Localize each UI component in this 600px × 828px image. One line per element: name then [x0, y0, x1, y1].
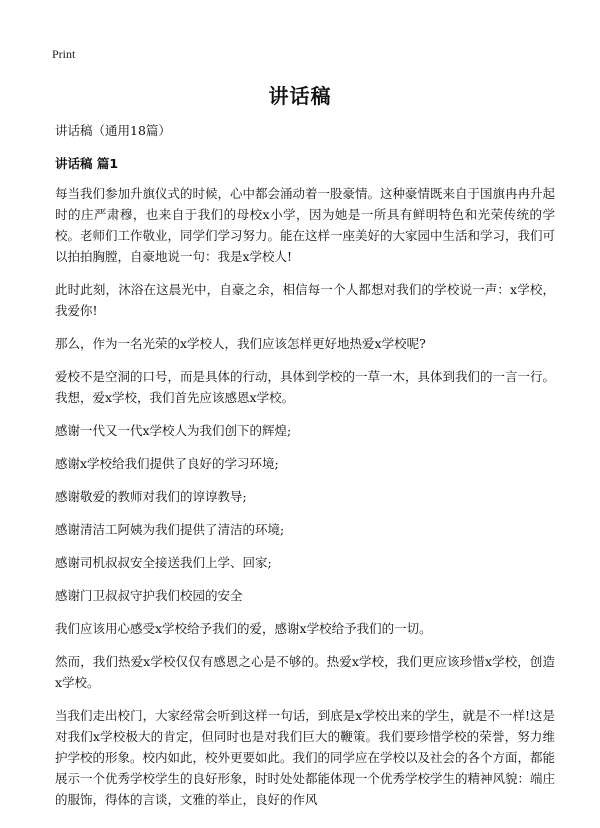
- page-title: 讲话稿: [268, 84, 332, 108]
- paragraph: 感谢x学校给我们提供了良好的学习环境;: [55, 456, 279, 471]
- document-subtitle: 讲话稿（通用18篇）: [55, 123, 171, 138]
- print-link[interactable]: Print: [52, 47, 76, 61]
- paragraph: 此时此刻，沐浴在这晨光中，自豪之余，相信每一个人都想对我们的学校说一声：x学校，我爱你!: [55, 282, 555, 318]
- paragraph: 每当我们参加升旗仪式的时候，心中都会涌动着一股豪情。这种豪情既来自于国旗冉冉升起时的庄严肃穆，也来自于我们的母校x小学，因为她是一所具有鲜明特色和光荣传统的学校。老师们工作敬业，同学们学习努力。能在这样一座美好的大家园中生活和学习，我们可以拍拍胸膛，自豪地说一句：我是x学校人!: [55, 186, 556, 264]
- document-body: [55, 120, 555, 822]
- paragraph: 我们应该用心感受x学校给予我们的爱，感谢x学校给予我们的一切。: [55, 621, 432, 636]
- paragraph: 当我们走出校门，大家经常会听到这样一句话，到底是x学校出来的学生，就是不一样!这是对我们x学校极大的肯定，但同时也是对我们巨大的鞭策。我们要珍惜学校的荣誉，努力维护学校的形象。校内如此，校外更要如此。我们的同学应在学校以及社会的各个方面，都能展示一个优秀学校学生的良好形象，时时处处都能体现一个优秀学校学生的精神风貌：端庄的服饰，得体的言谈，文雅的举止，良好的作风: [55, 708, 556, 807]
- paragraph: 然而，我们热爱x学校仅仅有感恩之心是不够的。热爱x学校，我们更应该珍惜x学校，创造x学校。: [55, 654, 555, 690]
- paragraph: 感谢司机叔叔安全接送我们上学、回家;: [55, 555, 272, 570]
- paragraph: 爱校不是空洞的口号，而是具体的行动，具体到学校的一草一木，具体到我们的一言一行。我想，爱x学校，我们首先应该感恩x学校。: [55, 369, 556, 405]
- paragraph: 感谢敬爱的教师对我们的谆谆教导;: [55, 489, 247, 504]
- paragraph: 感谢一代又一代x学校人为我们创下的辉煌;: [55, 423, 292, 438]
- section-heading: 讲话稿 篇1: [55, 156, 119, 171]
- paragraph: 感谢门卫叔叔守护我们校园的安全: [55, 588, 243, 603]
- paragraph: 那么，作为一名光荣的x学校人，我们应该怎样更好地热爱x学校呢?: [55, 336, 426, 351]
- paragraph: 感谢清洁工阿姨为我们提供了清洁的环境;: [55, 522, 285, 537]
